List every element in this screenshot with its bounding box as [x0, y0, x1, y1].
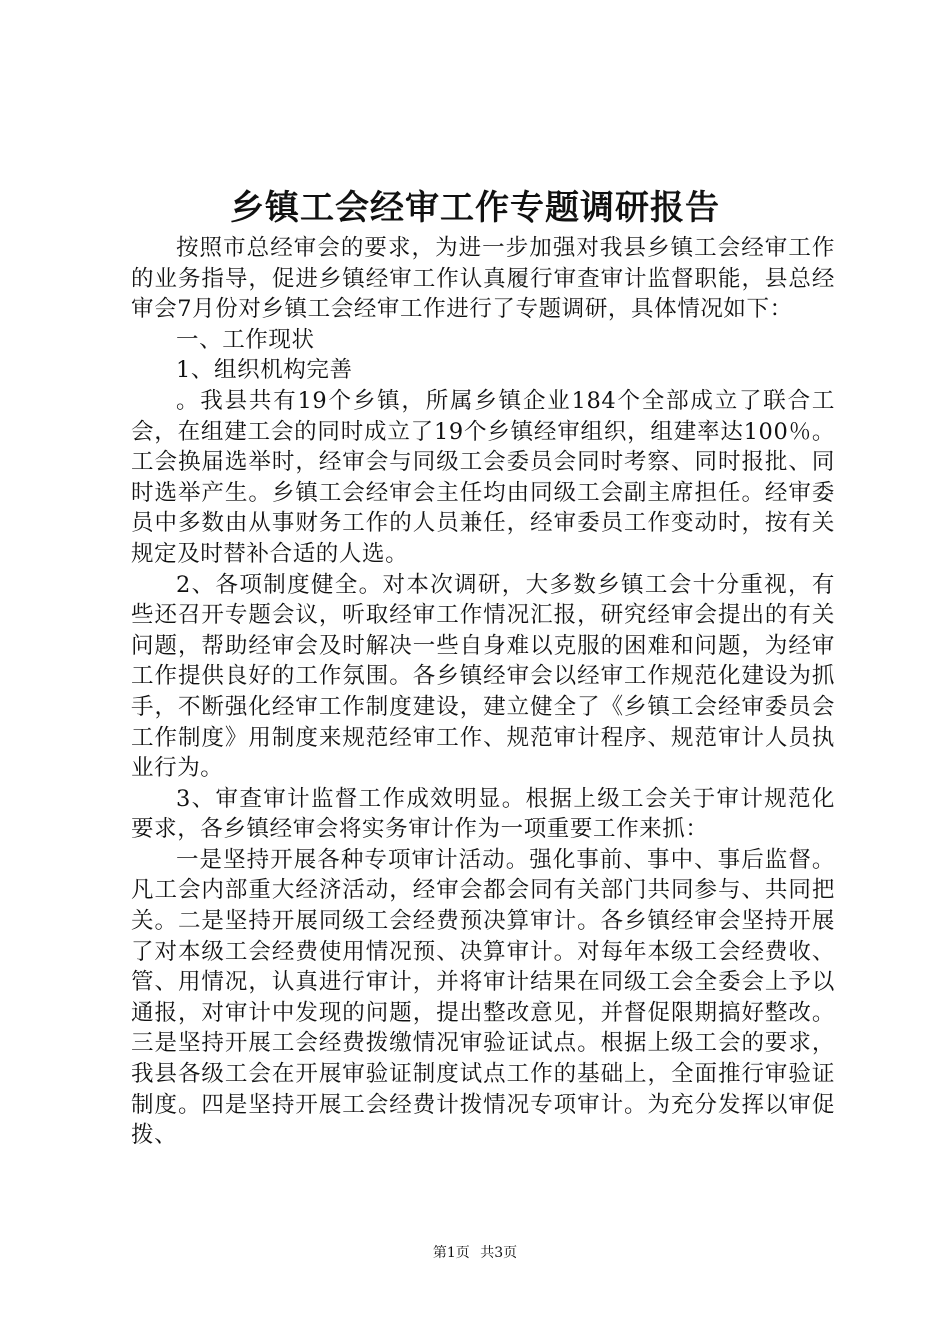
paragraph-systems: 2、各项制度健全。对本次调研，大多数乡镇工会十分重视，有些还召开专题会议，听取经审工作情况汇报，研究经审会提出的有关问题，帮助经审会及时解决一些自身难以克服的困难和问题，为经审工作提供良好的工作氛围。各乡镇经审会以经审工作规范化建设为抓手，不断强化经审工作制度建设，建立健全了《乡镇工会经审委员会工作制度》用制度来规范经审工作、规范审计程序、规范审计人员执业行为。 — [131, 571, 835, 782]
paragraph-intro: 按照市总经审会的要求，为进一步加强对我县乡镇工会经审工作的业务指导，促进乡镇经审工作认真履行审查审计监督职能，县总经审会7月份对乡镇工会经审工作进行了专题调研，具体情况如下： — [131, 235, 835, 323]
paragraph-organization: 。我县共有19个乡镇，所属乡镇企业184个全部成立了联合工会，在组建工会的同时成立了19个乡镇经审组织，组建率达100％。工会换届选举时，经审会与同级工会委员会同时考察、同时报批、同时选举产生。乡镇工会经审会主任均由同级工会副主席担任。经审委员中多数由从事财务工作的人员兼任，经审委员工作变动时，按有关规定及时替补合适的人选。 — [131, 387, 835, 567]
subsection-heading-organization: 1、组织机构完善 — [176, 357, 353, 384]
section-heading-status: 一、工作现状 — [176, 326, 315, 353]
page-total: 共3页 — [480, 1245, 518, 1261]
page-footer — [0, 1243, 950, 1263]
paragraph-audit-results: 3、审查审计监督工作成效明显。根据上级工会关于审计规范化要求，各乡镇经审会将实务审计作为一项重要工作来抓： — [131, 785, 835, 843]
page-number: 第1页 — [432, 1245, 470, 1261]
document-body — [131, 233, 835, 1151]
paragraph-audit-activities: 一是坚持开展各种专项审计活动。强化事前、事中、事后监督。凡工会内部重大经济活动，经审会都会同有关部门共同参与、共同把关。二是坚持开展同级工会经费预决算审计。各乡镇经审会坚持开展了对本级工会经费使用情况预、决算审计。对每年本级工会经费收、管、用情况，认真进行审计，并将审计结果在同级工会全委会上予以通报，对审计中发现的问题，提出整改意见，并督促限期搞好整改。三是坚持开展工会经费拨缴情况审验证试点。根据上级工会的要求，我县各级工会在开展审验证制度试点工作的基础上，全面推行审验证制度。四是坚持开展工会经费计拨情况专项审计。为充分发挥以审促拨、 — [131, 846, 835, 1149]
document-title: 乡镇工会经审工作专题调研报告 — [230, 188, 720, 228]
